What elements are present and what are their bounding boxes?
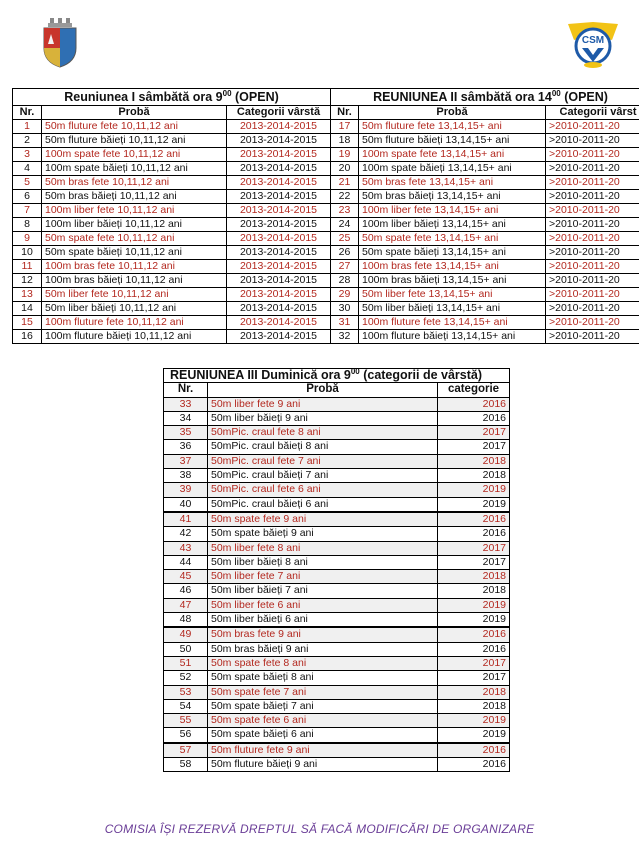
row-category: 2019 (438, 613, 510, 628)
row-number: 32 (331, 330, 359, 344)
row-category: >2010-2011-20 (546, 162, 639, 176)
row-number: 13 (13, 288, 42, 302)
table-row (13, 260, 331, 274)
row-number: 55 (164, 714, 208, 728)
row-number: 34 (164, 411, 208, 425)
table-row (13, 302, 331, 316)
row-number: 1 (13, 120, 42, 134)
row-number: 5 (13, 176, 42, 190)
reuniunea-2-table (330, 88, 639, 344)
table-row (13, 176, 331, 190)
row-category: 2013-2014-2015 (227, 246, 331, 260)
table-row (13, 148, 331, 162)
row-event: 50m liber băieți 10,11,12 ani (42, 302, 227, 316)
table-row (164, 469, 510, 483)
row-category: 2017 (438, 656, 510, 670)
table-row (164, 758, 510, 772)
row-category: 2013-2014-2015 (227, 190, 331, 204)
row-category: >2010-2011-20 (546, 148, 639, 162)
table-row (13, 218, 331, 232)
col-categorii: Categorii vârst (546, 106, 639, 120)
row-number: 7 (13, 204, 42, 218)
row-number: 35 (164, 426, 208, 440)
row-number: 45 (164, 570, 208, 584)
row-number: 37 (164, 454, 208, 468)
row-event: 50m liber băieți 13,14,15+ ani (359, 302, 546, 316)
row-number: 57 (164, 743, 208, 758)
row-event: 50m fluture băieți 13,14,15+ ani (359, 134, 546, 148)
row-event: 50m liber fete 10,11,12 ani (42, 288, 227, 302)
row-category: >2010-2011-20 (546, 330, 639, 344)
row-category: 2019 (438, 714, 510, 728)
table-row (164, 497, 510, 512)
table-row (331, 330, 639, 344)
row-event: 100m fluture băieți 13,14,15+ ani (359, 330, 546, 344)
row-event: 50m bras băieți 9 ani (208, 642, 438, 656)
row-number: 12 (13, 274, 42, 288)
row-number: 17 (331, 120, 359, 134)
table-row (331, 190, 639, 204)
row-category: >2010-2011-20 (546, 134, 639, 148)
footer-note: COMISIA ÎȘI REZERVĂ DREPTUL SĂ FACĂ MODIFICĂRI DE ORGANIZARE (104, 822, 535, 836)
row-category: 2013-2014-2015 (227, 134, 331, 148)
table-row (13, 190, 331, 204)
row-number: 25 (331, 232, 359, 246)
row-number: 3 (13, 148, 42, 162)
row-event: 100m spate fete 13,14,15+ ani (359, 148, 546, 162)
table-row (331, 120, 639, 134)
row-category: >2010-2011-20 (546, 274, 639, 288)
table-row (164, 584, 510, 598)
row-number: 30 (331, 302, 359, 316)
table-row (164, 541, 510, 555)
col-nr: Nr. (331, 106, 359, 120)
row-event: 50m bras băieți 13,14,15+ ani (359, 190, 546, 204)
row-event: 100m bras fete 10,11,12 ani (42, 260, 227, 274)
row-number: 39 (164, 483, 208, 497)
row-number: 9 (13, 232, 42, 246)
row-event: 50m fluture fete 10,11,12 ani (42, 120, 227, 134)
row-category: 2016 (438, 512, 510, 527)
row-event: 100m bras fete 13,14,15+ ani (359, 260, 546, 274)
row-event: 50mPic. craul fete 7 ani (208, 454, 438, 468)
row-number: 21 (331, 176, 359, 190)
table-row (164, 411, 510, 425)
row-number: 20 (331, 162, 359, 176)
row-number: 27 (331, 260, 359, 274)
row-number: 15 (13, 316, 42, 330)
row-category: >2010-2011-20 (546, 218, 639, 232)
table-row (164, 685, 510, 699)
table-row (331, 274, 639, 288)
row-event: 50m bras fete 13,14,15+ ani (359, 176, 546, 190)
row-number: 2 (13, 134, 42, 148)
table-row (13, 204, 331, 218)
row-number: 10 (13, 246, 42, 260)
row-number: 26 (331, 246, 359, 260)
table-row (164, 627, 510, 642)
table-row (13, 274, 331, 288)
row-event: 50m fluture fete 9 ani (208, 743, 438, 758)
row-category: 2013-2014-2015 (227, 274, 331, 288)
csm-logo-icon (566, 20, 620, 70)
table-row (164, 454, 510, 468)
table-row (164, 483, 510, 497)
row-event: 100m spate băieți 10,11,12 ani (42, 162, 227, 176)
table-row (13, 120, 331, 134)
row-event: 50m fluture băieți 9 ani (208, 758, 438, 772)
table-row (331, 176, 639, 190)
table-row (13, 330, 331, 344)
row-event: 50m spate fete 7 ani (208, 685, 438, 699)
row-category: 2018 (438, 454, 510, 468)
table-row (164, 426, 510, 440)
row-number: 50 (164, 642, 208, 656)
row-event: 50m liber băieți 9 ani (208, 411, 438, 425)
table-row (331, 316, 639, 330)
row-number: 38 (164, 469, 208, 483)
row-number: 8 (13, 218, 42, 232)
row-number: 4 (13, 162, 42, 176)
table-row (331, 148, 639, 162)
row-event: 100m liber fete 13,14,15+ ani (359, 204, 546, 218)
col-proba: Probă (208, 383, 438, 397)
row-event: 50m liber băieți 6 ani (208, 613, 438, 628)
row-category: 2018 (438, 685, 510, 699)
table-row (13, 288, 331, 302)
table-row (331, 162, 639, 176)
row-event: 50m spate fete 13,14,15+ ani (359, 232, 546, 246)
table-row (164, 527, 510, 541)
reuniunea-3-table (163, 368, 510, 772)
row-category: 2018 (438, 699, 510, 713)
row-number: 28 (331, 274, 359, 288)
row-number: 6 (13, 190, 42, 204)
col-nr: Nr. (164, 383, 208, 397)
row-number: 52 (164, 671, 208, 685)
row-category: 2019 (438, 497, 510, 512)
row-category: >2010-2011-20 (546, 316, 639, 330)
row-category: >2010-2011-20 (546, 190, 639, 204)
row-event: 50m liber băieți 7 ani (208, 584, 438, 598)
row-number: 14 (13, 302, 42, 316)
row-category: 2018 (438, 570, 510, 584)
table-row (164, 570, 510, 584)
table-row (13, 162, 331, 176)
col-categorii: Categorii vârstă (227, 106, 331, 120)
row-category: >2010-2011-20 (546, 204, 639, 218)
table-row (164, 699, 510, 713)
col-categorie: categorie (438, 383, 510, 397)
row-number: 11 (13, 260, 42, 274)
row-event: 50m spate băieți 8 ani (208, 671, 438, 685)
row-category: >2010-2011-20 (546, 288, 639, 302)
table-row (331, 218, 639, 232)
col-nr: Nr. (13, 106, 42, 120)
row-category: 2013-2014-2015 (227, 162, 331, 176)
row-category: 2019 (438, 483, 510, 497)
row-number: 33 (164, 397, 208, 411)
row-category: 2016 (438, 397, 510, 411)
row-category: 2018 (438, 469, 510, 483)
row-number: 40 (164, 497, 208, 512)
row-category: 2016 (438, 642, 510, 656)
table-row (331, 302, 639, 316)
table-row (164, 512, 510, 527)
table-row (164, 598, 510, 612)
reuniunea-3-title: REUNIUNEA III Duminică ora $9^{00}$ (categorii de vârstă) (164, 369, 510, 383)
row-category: >2010-2011-20 (546, 232, 639, 246)
row-category: 2016 (438, 758, 510, 772)
row-event: 50mPic. craul băieți 8 ani (208, 440, 438, 454)
row-number: 18 (331, 134, 359, 148)
row-category: 2013-2014-2015 (227, 176, 331, 190)
row-event: 50m fluture fete 13,14,15+ ani (359, 120, 546, 134)
row-number: 46 (164, 584, 208, 598)
row-event: 50m spate fete 6 ani (208, 714, 438, 728)
reuniunea-1-title: Reuniunea I sâmbătă ora $9^{00}$ (OPEN) (13, 89, 331, 106)
row-category: 2017 (438, 555, 510, 569)
row-category: >2010-2011-20 (546, 246, 639, 260)
table-row (164, 714, 510, 728)
row-event: 50m liber fete 9 ani (208, 397, 438, 411)
table-row (331, 134, 639, 148)
row-category: 2013-2014-2015 (227, 316, 331, 330)
table-row (331, 260, 639, 274)
row-event: 50mPic. craul fete 6 ani (208, 483, 438, 497)
table-row (164, 656, 510, 670)
row-number: 58 (164, 758, 208, 772)
row-category: >2010-2011-20 (546, 120, 639, 134)
row-event: 100m spate băieți 13,14,15+ ani (359, 162, 546, 176)
row-category: 2016 (438, 743, 510, 758)
row-event: 100m fluture fete 10,11,12 ani (42, 316, 227, 330)
row-number: 23 (331, 204, 359, 218)
table-row (331, 232, 639, 246)
row-event: 50m spate băieți 6 ani (208, 728, 438, 743)
row-number: 42 (164, 527, 208, 541)
row-event: 50m liber fete 7 ani (208, 570, 438, 584)
row-number: 44 (164, 555, 208, 569)
row-category: 2019 (438, 728, 510, 743)
table-row (13, 232, 331, 246)
row-event: 100m liber fete 10,11,12 ani (42, 204, 227, 218)
row-number: 22 (331, 190, 359, 204)
table-row (164, 440, 510, 454)
row-category: 2013-2014-2015 (227, 148, 331, 162)
col-proba: Probă (359, 106, 546, 120)
row-category: 2016 (438, 527, 510, 541)
crest-icon (40, 18, 80, 68)
row-number: 47 (164, 598, 208, 612)
table-row (13, 316, 331, 330)
row-category: 2017 (438, 541, 510, 555)
csm-logo-text: CSM (581, 35, 605, 46)
row-event: 50m liber fete 13,14,15+ ani (359, 288, 546, 302)
row-category: 2013-2014-2015 (227, 288, 331, 302)
row-category: 2016 (438, 411, 510, 425)
row-category: 2019 (438, 598, 510, 612)
row-category: 2017 (438, 440, 510, 454)
reuniunea-1-table (12, 88, 331, 344)
row-number: 41 (164, 512, 208, 527)
row-category: 2017 (438, 426, 510, 440)
row-number: 36 (164, 440, 208, 454)
reuniunea-2-title: REUNIUNEA II sâmbătă ora $14^{00}$ (OPEN) (331, 89, 639, 106)
row-category: 2016 (438, 627, 510, 642)
row-event: 50m fluture băieți 10,11,12 ani (42, 134, 227, 148)
row-category: 2013-2014-2015 (227, 232, 331, 246)
row-category: 2013-2014-2015 (227, 218, 331, 232)
row-event: 50m liber fete 6 ani (208, 598, 438, 612)
col-proba: Probă (42, 106, 227, 120)
table-row (13, 246, 331, 260)
row-number: 31 (331, 316, 359, 330)
row-event: 50m spate băieți 9 ani (208, 527, 438, 541)
row-category: 2013-2014-2015 (227, 204, 331, 218)
row-event: 50mPic. craul băieți 6 ani (208, 497, 438, 512)
row-event: 50m bras fete 9 ani (208, 627, 438, 642)
row-category: >2010-2011-20 (546, 176, 639, 190)
row-event: 50m liber fete 8 ani (208, 541, 438, 555)
row-number: 48 (164, 613, 208, 628)
table-row (164, 728, 510, 743)
row-category: 2017 (438, 671, 510, 685)
table-row (164, 671, 510, 685)
table-row (331, 204, 639, 218)
row-number: 24 (331, 218, 359, 232)
row-number: 19 (331, 148, 359, 162)
row-event: 100m liber băieți 13,14,15+ ani (359, 218, 546, 232)
row-number: 16 (13, 330, 42, 344)
table-row (164, 613, 510, 628)
row-number: 53 (164, 685, 208, 699)
row-number: 54 (164, 699, 208, 713)
row-event: 100m fluture fete 13,14,15+ ani (359, 316, 546, 330)
table-row (164, 555, 510, 569)
row-event: 50m spate băieți 7 ani (208, 699, 438, 713)
row-event: 100m liber băieți 10,11,12 ani (42, 218, 227, 232)
row-event: 100m bras băieți 13,14,15+ ani (359, 274, 546, 288)
row-event: 50m liber băieți 8 ani (208, 555, 438, 569)
table-row (13, 134, 331, 148)
row-event: 50m spate fete 8 ani (208, 656, 438, 670)
row-category: 2013-2014-2015 (227, 120, 331, 134)
row-event: 100m bras băieți 10,11,12 ani (42, 274, 227, 288)
row-category: >2010-2011-20 (546, 302, 639, 316)
row-category: 2018 (438, 584, 510, 598)
row-event: 50mPic. craul băieți 7 ani (208, 469, 438, 483)
row-number: 29 (331, 288, 359, 302)
row-number: 51 (164, 656, 208, 670)
table-row (331, 288, 639, 302)
row-category: 2013-2014-2015 (227, 260, 331, 274)
table-row (164, 743, 510, 758)
row-event: 50m spate băieți 13,14,15+ ani (359, 246, 546, 260)
table-row (164, 642, 510, 656)
row-number: 49 (164, 627, 208, 642)
row-event: 100m spate fete 10,11,12 ani (42, 148, 227, 162)
row-number: 43 (164, 541, 208, 555)
row-event: 100m fluture băieți 10,11,12 ani (42, 330, 227, 344)
row-number: 56 (164, 728, 208, 743)
row-event: 50m bras băieți 10,11,12 ani (42, 190, 227, 204)
row-category: 2013-2014-2015 (227, 302, 331, 316)
row-event: 50m spate fete 10,11,12 ani (42, 232, 227, 246)
row-category: >2010-2011-20 (546, 260, 639, 274)
table-row (331, 246, 639, 260)
table-row (164, 397, 510, 411)
row-event: 50m spate băieți 10,11,12 ani (42, 246, 227, 260)
row-category: 2013-2014-2015 (227, 330, 331, 344)
row-event: 50m spate fete 9 ani (208, 512, 438, 527)
row-event: 50mPic. craul fete 8 ani (208, 426, 438, 440)
row-event: 50m bras fete 10,11,12 ani (42, 176, 227, 190)
